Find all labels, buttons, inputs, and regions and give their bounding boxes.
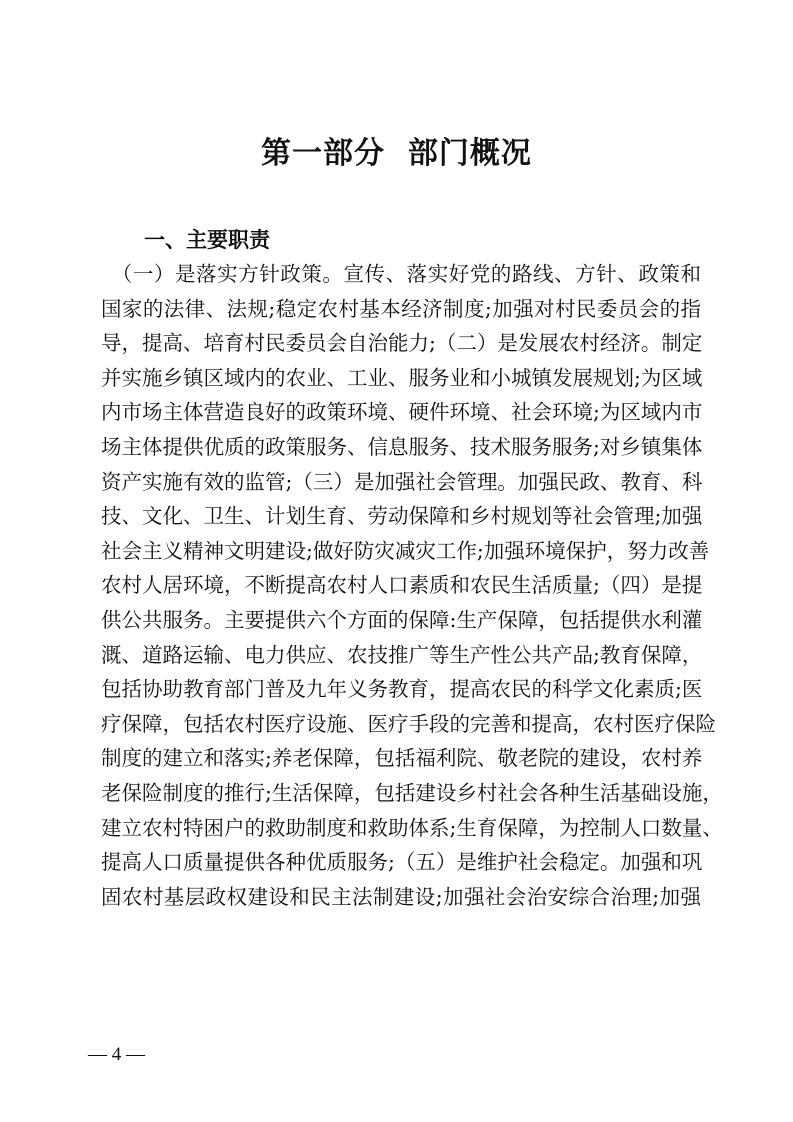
body-line: （一）是落实方针政策。宣传、落实好党的路线、方针、政策和	[101, 262, 701, 286]
body-line: 建立农村特困户的救助制度和救助体系;生育保障，为控制人口数量、	[101, 815, 723, 840]
body-line: 并实施乡镇区域内的农业、工业、服务业和小城镇发展规划;为区域	[101, 365, 703, 390]
body-line: 提高人口质量提供各种优质服务;（五）是维护社会稳定。加强和巩	[101, 850, 703, 875]
body-line: 社会主义精神文明建设;做好防灾减灾工作;加强环境保护，努力改善	[101, 538, 710, 563]
body-line: 导，提高、培育村民委员会自治能力;（二）是发展农村经济。制定	[101, 331, 703, 356]
body-line: 场主体提供优质的政策服务、信息服务、技术服务服务;对乡镇集体	[101, 434, 703, 459]
body-line: 供公共服务。主要提供六个方面的保障:生产保障，包括提供水利灌	[101, 607, 703, 632]
body-line: 农村人居环境，不断提高农村人口素质和农民生活质量;（四）是提	[101, 573, 703, 598]
body-line: 老保险制度的推行;生活保障，包括建设乡村社会各种生活基础设施，	[101, 780, 723, 805]
body-line: 内市场主体营造良好的政策环境、硬件环境、社会环境;为区域内市	[101, 400, 703, 425]
section-heading: 一、主要职责	[144, 228, 270, 252]
body-line: 技、文化、卫生、计划生育、劳动保障和乡村规划等社会管理;加强	[101, 504, 703, 529]
page-number: — 4 —	[88, 1044, 145, 1065]
body-text	[101, 257, 723, 914]
body-line: 固农村基层政权建设和民主法制建设;加强社会治安综合治理;加强	[101, 884, 701, 909]
body-line: 包括协助教育部门普及九年义务教育，提高农民的科学文化素质;医	[101, 677, 703, 702]
body-line: 制度的建立和落实;养老保障，包括福利院、敬老院的建设，农村养	[101, 746, 703, 771]
body-line: 疗保障，包括农村医疗设施、医疗手段的完善和提高，农村医疗保险	[101, 711, 716, 736]
body-line: 资产实施有效的监管;（三）是加强社会管理。加强民政、教育、科	[101, 469, 703, 494]
page-title: 第一部分 部门概况	[261, 136, 532, 171]
body-line: 国家的法律、法规;稳定农村基本经济制度;加强对村民委员会的指	[101, 296, 701, 321]
body-line: 溉、道路运输、电力供应、农技推广等生产性公共产品;教育保障，	[101, 642, 703, 667]
